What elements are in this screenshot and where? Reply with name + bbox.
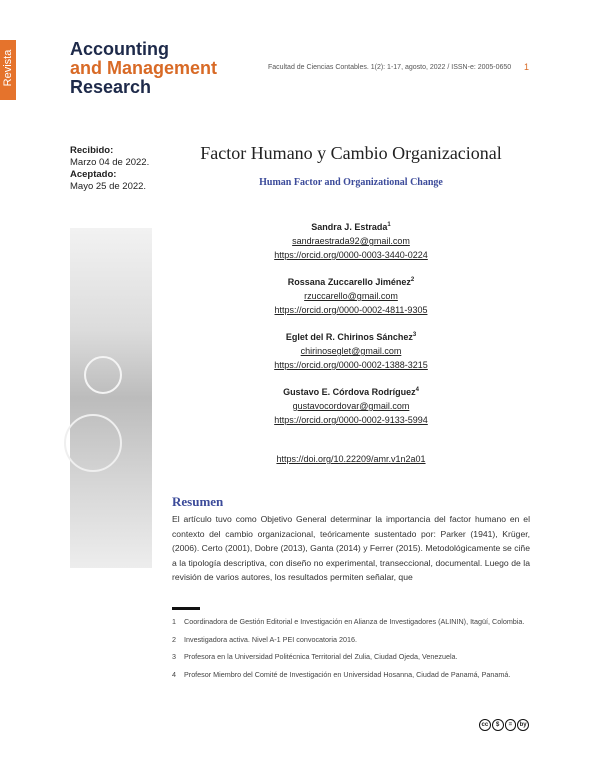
decorative-circle <box>64 414 122 472</box>
author-name: Eglet del R. Chirinos Sánchez$^3$ <box>285 332 417 342</box>
accepted-date: Mayo 25 de 2022. <box>70 181 147 192</box>
footnote-separator <box>172 607 200 610</box>
article-subtitle: Human Factor and Organizational Change <box>259 177 443 188</box>
author-email-link[interactable]: rzuccarello@gmail.com <box>304 291 398 301</box>
author-block <box>178 328 524 372</box>
author-email-link[interactable]: chirinoseglet@gmail.com <box>300 346 402 356</box>
doi-link[interactable]: https://doi.org/10.22209/amr.v1n2a01 <box>276 454 426 464</box>
author-list <box>178 218 524 438</box>
abstract-heading: Resumen <box>172 494 224 509</box>
author-orcid-link[interactable]: https://orcid.org/0000-0002-9133-5994 <box>274 415 428 425</box>
footnote: 3 Profesora en la Universidad Politécnica Territorial del Zulia, Ciudad Ojeda, Venezuela. <box>172 652 458 661</box>
cc-icon: cc <box>479 719 491 731</box>
author-name: Gustavo E. Córdova Rodríguez$^4$ <box>283 387 419 397</box>
footnote: 1 Coordinadora de Gestión Editorial e Investigación en Alianza de Investigadores (ALININ), Itagüí, Colombia. <box>172 617 525 626</box>
page-number: 1 <box>524 62 530 72</box>
journal-logo <box>70 40 217 97</box>
creative-commons-license-icon[interactable] <box>479 719 529 733</box>
author-name: Sandra J. Estrada$^1$ <box>311 222 391 232</box>
journal-name-line3: Research <box>70 77 152 97</box>
author-orcid-link[interactable]: https://orcid.org/0000-0003-3440-0224 <box>274 250 428 260</box>
author-orcid-link[interactable]: https://orcid.org/0000-0002-1388-3215 <box>274 360 428 370</box>
journal-color-tab <box>0 40 16 100</box>
footnote: 4 Profesor Miembro del Comité de Investigación en Universidad Hosanna, Ciudad de Panamá, Panamá. <box>172 669 511 679</box>
received-label: Recibido: <box>70 145 114 156</box>
author-block <box>178 218 524 262</box>
author-block <box>178 383 524 427</box>
journal-vertical-label: Revista <box>2 49 14 87</box>
author-name: Rossana Zuccarello Jiménez$^2$ <box>287 277 415 287</box>
author-email-link[interactable]: sandraestrada92@gmail.com <box>292 236 410 246</box>
received-date: Marzo 04 de 2022. <box>70 157 150 168</box>
author-orcid-link[interactable]: https://orcid.org/0000-0002-4811-9305 <box>274 305 428 315</box>
decorative-side-photo <box>70 228 152 568</box>
by-icon: by <box>517 719 529 731</box>
footnotes <box>172 617 528 687</box>
accepted-label: Aceptado: <box>70 169 117 180</box>
header-reference: Facultad de Ciencias Contables. 1(2): 1-17, agosto, 2022 / ISSN-e: 2005-0650 <box>268 64 512 71</box>
author-email-link[interactable]: gustavocordovar@gmail.com <box>292 401 410 411</box>
decorative-circle <box>84 356 122 394</box>
footnote: 2 Investigadora activa. Nivel A-1 PEI convocatoria 2016. <box>172 634 357 644</box>
journal-name-line1: Accounting <box>70 39 169 59</box>
journal-name-line2: and Management <box>70 58 218 78</box>
author-block <box>178 273 524 317</box>
article-title: Factor Humano y Cambio Organizacional <box>200 143 502 163</box>
nc-icon: $ <box>492 719 504 731</box>
nd-icon: = <box>505 719 517 731</box>
abstract-text: El artículo tuvo como Objetivo General determinar la importancia del factor humano en el contexto del cambio organizacional, teóricamente sustentado por: Parker (1941), Krüger, (2006). Certo (2001), Dobre (2013), Ganta (2014) y Ferrer (2015). Metodológicamente se ciñe a la tipología descriptiva, con diseño no experimental, transeccional, documental. Luego de la revisión de varios autores, los resultados permiten señalar, que <box>172 514 530 582</box>
